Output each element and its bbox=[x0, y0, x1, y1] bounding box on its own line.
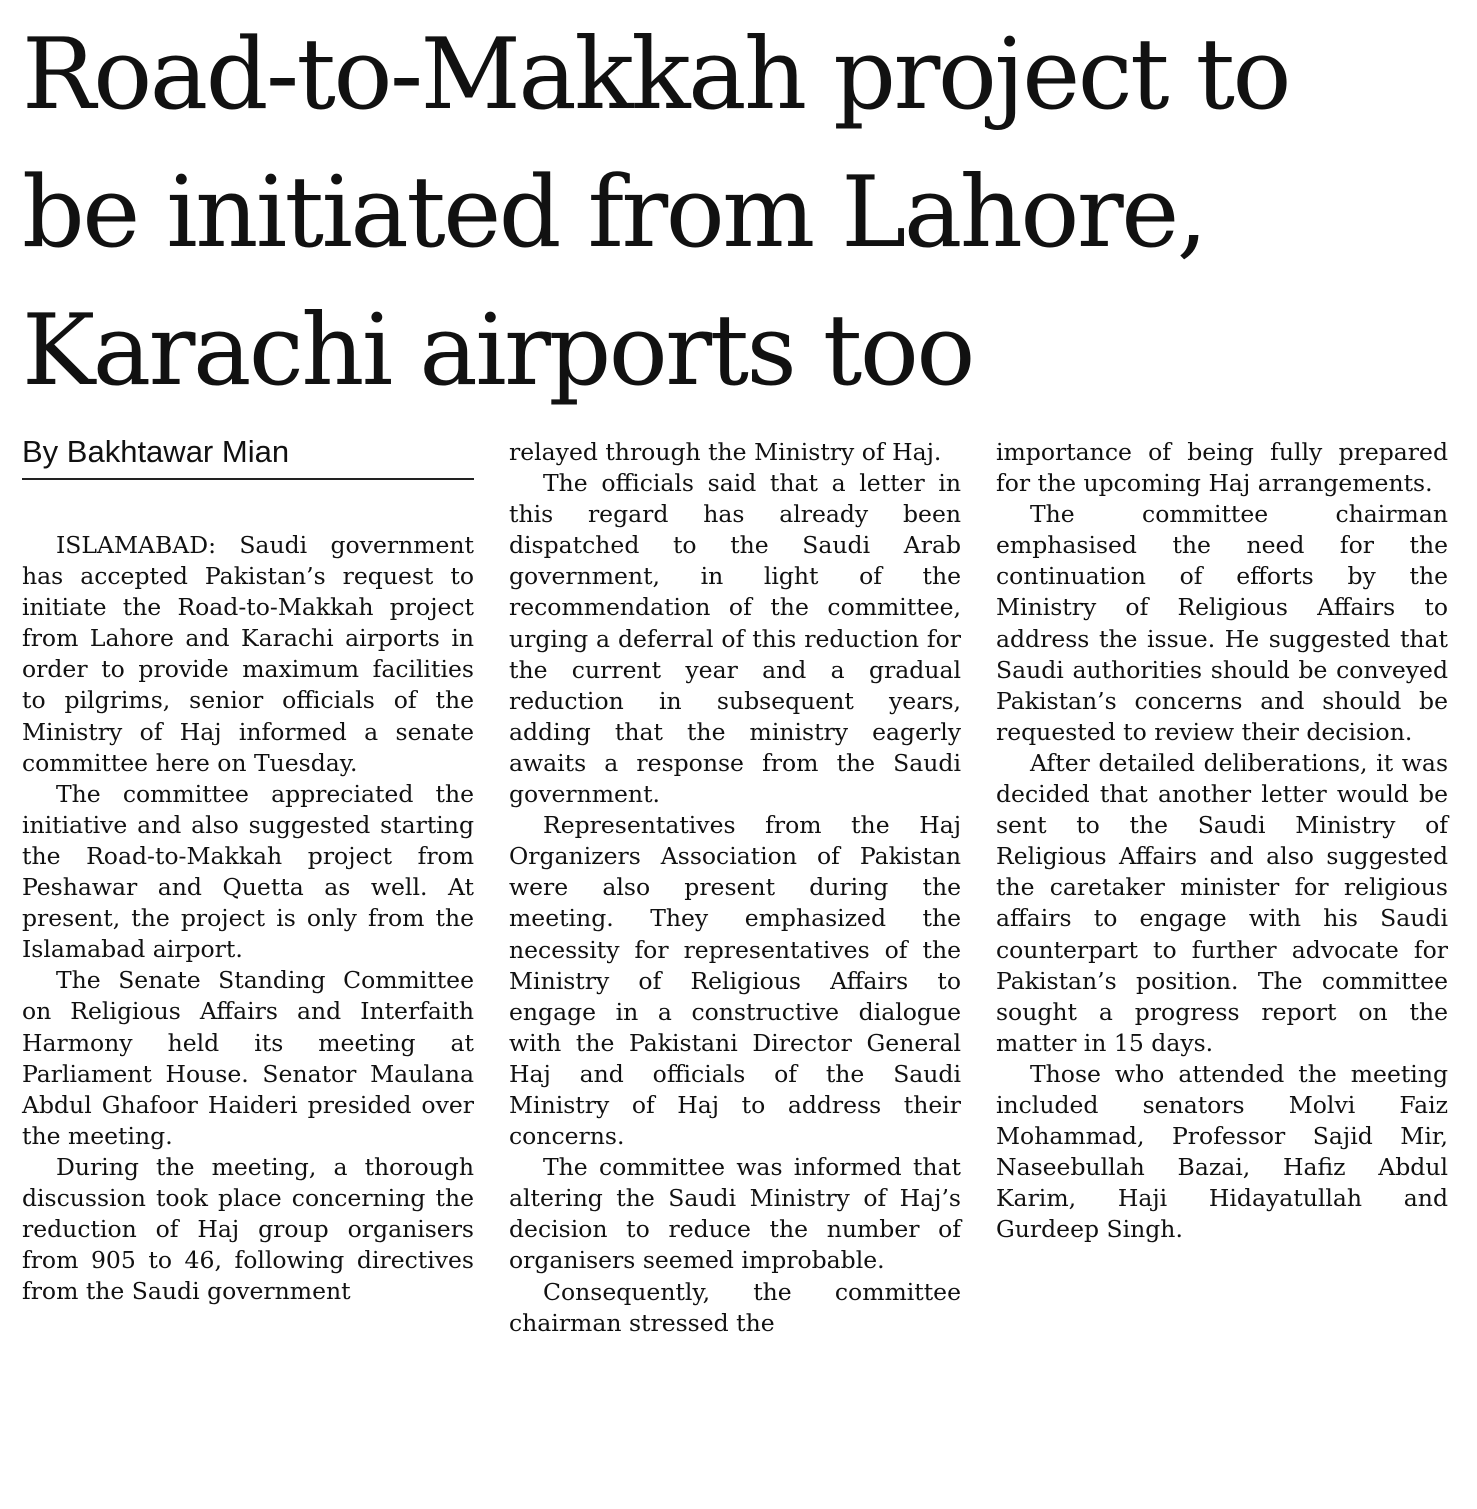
article-column-3 bbox=[996, 437, 1448, 1245]
paragraph: Those who attended the meeting included senators Molvi Faiz Mohammad, Professor Sajid Mir, Naseebullah Bazai, Hafiz Abdul Karim, Haji Hidayatullah and Gurdeep Singh. bbox=[996, 1059, 1448, 1244]
paragraph: The committee was informed that altering the Saudi Ministry of Haj’s decision to reduce the number of organisers seemed improbable. bbox=[509, 1153, 961, 1275]
paragraph: The Senate Standing Committee on Religious Affairs and Interfaith Harmony held its meeting at Parliament House. Senator Maulana Abdul Ghafoor Haideri presided over the meeting. bbox=[22, 966, 474, 1150]
headline-line-1: Road-to-Makkah project to bbox=[22, 18, 1290, 132]
article-column-1 bbox=[22, 530, 474, 1307]
headline-line-3: Karachi airports too bbox=[22, 294, 973, 408]
paragraph: Consequently, the committee chairman stressed the bbox=[509, 1277, 961, 1337]
paragraph: Representatives from the Haj Organizers Association of Pakistan were also present during the meeting. They emphasized the necessity for representatives of the Ministry of Religious Affairs to engage in a constructive dialogue with the Pakistani Director General Haj and officials of the Saudi Ministry of Haj to address their concerns. bbox=[509, 811, 961, 1151]
paragraph: The committee appreciated the initiative and also suggested starting the Road-to-Makkah project from Peshawar and Quetta as well. At present, the project is only from the Islamabad airport. bbox=[22, 779, 474, 964]
paragraph-continued: importance of being fully prepared for the upcoming Haj arrangements. bbox=[996, 438, 1448, 498]
paragraph: The committee chairman emphasised the need for the continuation of efforts by the Ministry of Religious Affairs to address the issue. He suggested that Saudi authorities should be conveyed Pakistan’s concerns and should be requested to review their decision. bbox=[996, 500, 1448, 746]
paragraph: After detailed deliberations, it was decided that another letter would be sent to the Saudi Ministry of Religious Affairs and also suggested the caretaker minister for religious affairs to engage with his Saudi counterpart to further advocate for Pakistan’s position. The committee sought a progress report on the matter in 15 days. bbox=[996, 748, 1448, 1057]
paragraph: ISLAMABAD: Saudi government has accepted Pakistan’s request to initiate the Road-to-Makkah project from Lahore and Karachi airports in order to provide maximum facilities to pilgrims, senior officials of the Ministry of Haj informed a senate committee here on Tuesday. bbox=[22, 531, 474, 777]
paragraph: The officials said that a letter in this regard has already been dispatched to the Saudi Arab government, in light of the recommendation of the committee, urging a deferral of this reduction for the current year and a gradual reduction in subsequent years, adding that the ministry eagerly awaits a response from the Saudi government. bbox=[509, 469, 961, 809]
byline: By Bakhtawar Mian bbox=[22, 432, 474, 480]
paragraph: During the meeting, a thorough discussion took place concerning the reduction of Haj group organisers from 905 to 46, following directives from the Saudi government bbox=[22, 1152, 474, 1306]
headline-line-2: be initiated from Lahore, bbox=[22, 156, 1206, 270]
headline bbox=[22, 6, 1462, 420]
paragraph-continued: relayed through the Ministry of Haj. bbox=[509, 438, 942, 466]
article-column-2 bbox=[509, 437, 961, 1339]
